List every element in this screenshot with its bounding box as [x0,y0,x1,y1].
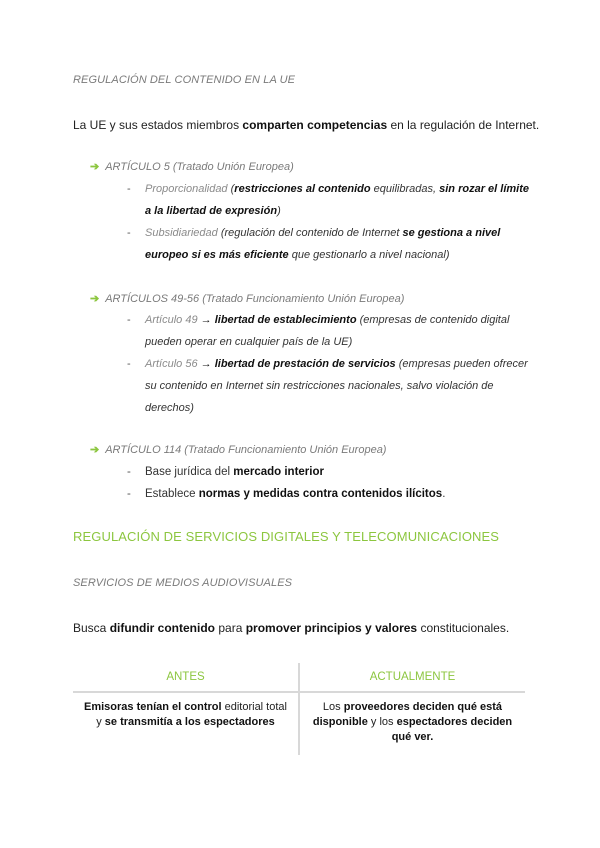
cell-actualmente [299,692,525,755]
bullet-articulo-49 [127,309,530,353]
goal-paragraph [73,621,509,635]
text: Busca [73,621,110,635]
text: ( [227,183,235,195]
arrow-right-icon: ➔ [90,293,100,305]
bullet-normas-medidas [127,483,530,505]
bold-text: promover principios y valores [245,621,418,635]
text: . [442,488,446,500]
text: (empresas de contenido digital pueden operar en cualquier país de la UE) [145,314,510,348]
article-49-56-heading [90,292,404,305]
term-subsidiariedad: Subsidiariedad [145,227,218,239]
dash-bullet-icon: - [127,183,131,195]
section-title-regulacion-contenido: REGULACIÓN DEL CONTENIDO EN LA UE [73,74,296,86]
text: editorial total y [96,701,287,728]
bullet-articulo-56 [127,353,530,419]
article-49-56-label: ARTÍCULOS 49-56 (Tratado Funcionamiento Unión Europea) [105,293,405,305]
intro-paragraph [73,118,539,132]
bold-text: sin rozar el límite a la libertad de expresión [145,183,529,217]
article-5-heading [90,160,294,173]
dash-bullet-icon: - [127,314,131,326]
table-row [73,692,525,755]
bullet-base-juridica [127,461,530,483]
arrow-right-icon: ➔ [90,161,100,173]
arrow-text: → [197,314,215,326]
bold-text: libertad de prestación de servicios [214,358,396,370]
intro-text-end: en la regulación de Internet. [387,118,540,132]
comparison-table [73,663,525,755]
bold-text: libertad de establecimiento [214,314,357,326]
intro-text: La UE y sus estados miembros [73,118,243,132]
cell-antes [73,692,299,755]
bold-text: restricciones al contenido [234,183,371,195]
bold-text: mercado interior [233,466,324,478]
bullet-subsidiariedad [127,222,530,266]
dash-bullet-icon: - [127,227,131,239]
term-articulo-49: Artículo 49 [145,314,198,326]
bold-text: se transmitía a los espectadores [104,716,275,728]
text: constitucionales. [417,621,510,635]
text: (regulación del contenido de Internet [217,227,403,239]
text: y los [367,716,397,728]
article-114-heading [90,443,386,456]
bold-text: normas y medidas contra contenidos ilícitos [198,488,443,500]
table-header-row [73,663,525,692]
dash-bullet-icon: - [127,466,131,478]
dash-bullet-icon: - [127,358,131,370]
text: Base jurídica del [145,466,234,478]
section-title-medios-audiovisuales: SERVICIOS DE MEDIOS AUDIOVISUALES [73,577,293,589]
text: que gestionarlo a nivel nacional) [288,249,450,261]
bold-text: se gestiona a nivel europeo si es más eficiente [145,227,501,261]
text: Los [322,701,344,713]
article-5-label: ARTÍCULO 5 (Tratado Unión Europea) [105,161,294,173]
bold-text: proveedores deciden qué está disponible [312,701,503,728]
text: Establece [145,488,199,500]
arrow-text: → [197,358,215,370]
arrow-right-icon: ➔ [90,444,100,456]
column-header-antes: ANTES [73,663,299,692]
text: equilibradas, [370,183,440,195]
bold-text: espectadores deciden qué ver. [391,716,513,743]
section-title-servicios-digitales: REGULACIÓN DE SERVICIOS DIGITALES Y TELECOMUNICACIONES [73,529,500,544]
text: para [215,621,246,635]
bullet-proporcionalidad [127,178,530,222]
article-114-label: ARTÍCULO 114 (Tratado Funcionamiento Unión Europea) [105,444,387,456]
term-articulo-56: Artículo 56 [145,358,198,370]
term-proporcionalidad: Proporcionalidad [145,183,228,195]
bold-text: difundir contenido [109,621,216,635]
column-header-actualmente: ACTUALMENTE [299,663,525,692]
intro-bold: comparten competencias [242,118,388,132]
text: (empresas pueden ofrecer su contenido en Internet sin restricciones nacionales, salvo violación de derechos) [145,358,528,414]
dash-bullet-icon: - [127,488,131,500]
text: ) [277,205,281,217]
bold-text: Emisoras tenían el control [84,701,222,713]
